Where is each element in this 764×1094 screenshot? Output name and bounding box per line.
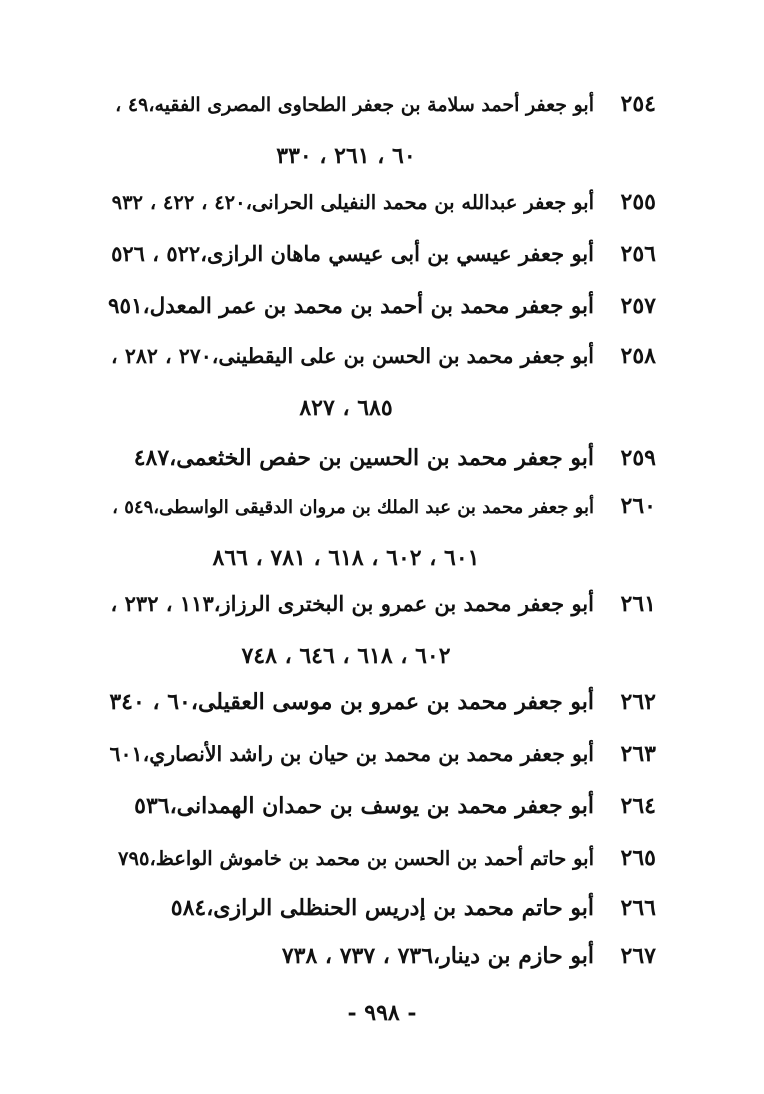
entry-continuation: ٦٠٢ ، ٦١٨ ، ٦٤٦ ، ٧٤٨ xyxy=(241,643,451,669)
entry-line xyxy=(96,578,656,630)
entry-text: أبو جعفر عيسي بن أبى عيسي ماهان الرازى،٥٢٢ ، ٥٢٦ xyxy=(111,241,594,266)
index-entry-265 xyxy=(96,832,656,884)
entry-line xyxy=(96,78,656,130)
entry-number: ٢٦٥ xyxy=(620,845,656,871)
entry-number: ٢٦٤ xyxy=(620,793,656,819)
entry-text: أبو جعفر محمد بن الحسن بن على اليقطينى،٢٧٠ ، ٢٨٢ ، xyxy=(111,344,594,368)
index-entry-259 xyxy=(96,432,656,484)
entry-continuation: ٦٠ ، ٢٦١ ، ٣٣٠ xyxy=(276,143,416,169)
index-entry-257 xyxy=(96,280,656,332)
entry-line xyxy=(96,330,656,382)
entry-number: ٢٦٧ xyxy=(620,943,656,969)
index-entry-263 xyxy=(96,728,656,780)
entry-text: أبو جعفر محمد بن عمرو بن موسى العقيلى،٦٠ ، ٣٤٠ xyxy=(109,689,594,715)
entry-number: ٢٥٤ xyxy=(620,91,656,117)
entry-text: أبو جعفر محمد بن عبد الملك بن مروان الدقيقى الواسطى،٥٤٩ ، xyxy=(112,497,594,518)
index-entry-258 xyxy=(96,330,656,434)
entry-line xyxy=(96,480,656,532)
entry-line xyxy=(96,176,656,228)
entry-number: ٢٥٩ xyxy=(620,445,656,471)
entry-line xyxy=(96,228,656,280)
entry-number: ٢٥٦ xyxy=(620,241,656,267)
index-entry-264 xyxy=(96,780,656,832)
entry-text: أبو جعفر محمد بن يوسف بن حمدان الهمدانى،٥٣٦ xyxy=(134,793,594,819)
index-entry-260 xyxy=(96,480,656,584)
entry-line xyxy=(96,432,656,484)
entry-text: أبو جعفر عبدالله بن محمد النفيلى الحرانى،٤٢٠ ، ٤٢٢ ، ٩٣٢ xyxy=(111,191,594,214)
entry-number: ٢٦٣ xyxy=(620,741,656,767)
entry-line xyxy=(96,930,656,982)
index-entry-256 xyxy=(96,228,656,280)
entry-continuation: ٦٨٥ ، ٨٢٧ xyxy=(299,395,393,421)
index-entry-261 xyxy=(96,578,656,682)
entry-number: ٢٦٦ xyxy=(620,895,656,921)
entry-text: أبو جعفر محمد بن الحسين بن حفص الخثعمى،٤٨٧ xyxy=(133,445,594,471)
index-entry-267 xyxy=(96,930,656,982)
index-entry-254 xyxy=(96,78,656,182)
entry-text: أبو جعفر محمد بن محمد بن حيان بن راشد الأنصاري،٦٠١ xyxy=(109,742,594,766)
entry-line xyxy=(96,280,656,332)
entry-line xyxy=(96,882,656,934)
index-entry-255 xyxy=(96,176,656,228)
entry-number: ٢٦١ xyxy=(620,591,656,617)
entry-number: ٢٥٥ xyxy=(620,189,656,215)
entry-number: ٢٦٠ xyxy=(620,493,656,519)
entry-line xyxy=(96,728,656,780)
entry-text: أبو حاتم أحمد بن الحسن بن محمد بن خاموش الواعظ،٧٩٥ xyxy=(118,847,594,870)
entry-line xyxy=(96,780,656,832)
entry-continuation: ٦٠١ ، ٦٠٢ ، ٦١٨ ، ٧٨١ ، ٨٦٦ xyxy=(212,545,480,571)
entry-text: أبو جعفر أحمد سلامة بن جعفر الطحاوى المصرى الفقيه،٤٩ ، xyxy=(115,94,594,116)
index-entry-262 xyxy=(96,676,656,728)
entry-text: أبو حازم بن دينار،٧٣٦ ، ٧٣٧ ، ٧٣٨ xyxy=(281,943,594,969)
entry-number: ٢٦٢ xyxy=(620,689,656,715)
entry-number: ٢٥٧ xyxy=(620,293,656,319)
entry-line xyxy=(96,676,656,728)
entry-text: أبو حاتم محمد بن إدريس الحنظلى الرازى،٥٨٤ xyxy=(170,895,594,921)
page-number: - ٩٩٨ - xyxy=(347,1000,417,1026)
index-entry-266 xyxy=(96,882,656,934)
entry-number: ٢٥٨ xyxy=(620,343,656,369)
entry-text: أبو جعفر محمد بن أحمد بن محمد بن عمر المعدل،٩٥١ xyxy=(107,294,594,319)
entry-text: أبو جعفر محمد بن عمرو بن البخترى الرزاز،١١٣ ، ٢٣٢ ، xyxy=(110,591,594,616)
entry-line xyxy=(96,832,656,884)
